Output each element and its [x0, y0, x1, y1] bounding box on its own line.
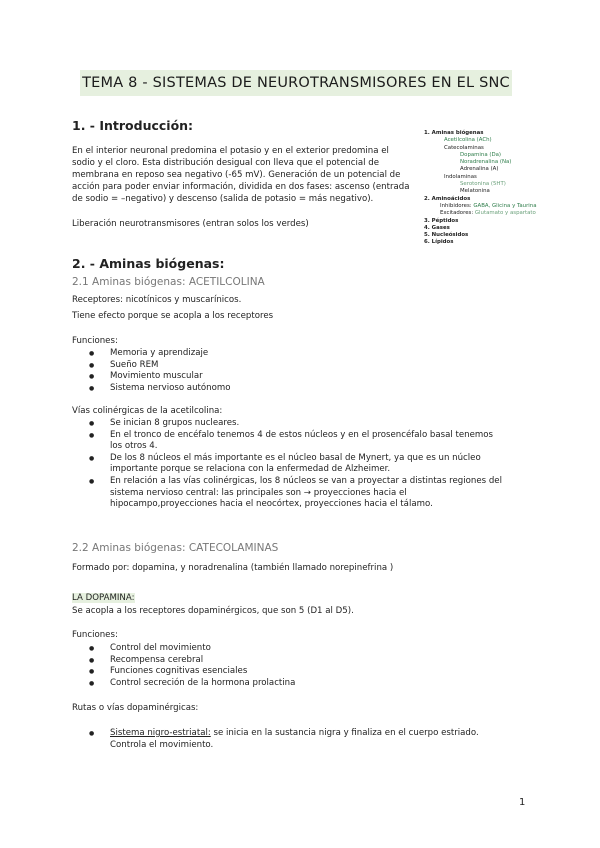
- intro-heading: 1. - Introducción:: [72, 118, 194, 133]
- dopamina-desc: Se acopla a los receptores dopaminérgicos, que son 5 (D1 al D5).: [72, 606, 354, 616]
- dopamina-title: LA DOPAMINA:: [72, 593, 135, 603]
- funciones2-label: Funciones:: [72, 630, 118, 640]
- list-item: ● Control secreción de la hormona prolactina: [89, 678, 409, 690]
- release-note: Liberación neurotransmisores (entran solos los verdes): [72, 219, 309, 229]
- funciones-list: [89, 348, 389, 394]
- receptores-text: Receptores: nicotínicos y muscarínicos.: [72, 295, 242, 305]
- toc-excitadores-value: Glutamato y aspartato: [474, 210, 536, 217]
- list-item: ● Control del movimiento: [89, 643, 409, 655]
- toc-inhibidores-label: Inhibidores:: [440, 202, 472, 209]
- rutas-label: Rutas o vías dopaminérgicas:: [72, 703, 199, 713]
- list-item: ● Funciones cognitivas esenciales: [89, 666, 409, 678]
- toc-aminas: 1. Aminas biógenas: [424, 130, 484, 136]
- toc-aminoacidos: 2. Aminoácidos: [424, 195, 471, 202]
- toc-dopamina: Dopamina (Da): [460, 151, 502, 158]
- list-item: ● De los 8 núcleos el más importante es el núcleo basal de Mynert, ya que es un núcleo importante porque se relaciona con la enfermedad de Alzheimer.: [89, 453, 504, 476]
- catecolaminas-subheading: 2.2 Aminas biógenas: CATECOLAMINAS: [72, 542, 279, 554]
- funciones-label: Funciones:: [72, 336, 118, 346]
- list-item: [89, 728, 504, 751]
- toc-noradrenalina: Noradrenalina (Na): [460, 159, 512, 166]
- toc-excitadores-label: Excitadores:: [440, 210, 474, 217]
- document-title: TEMA 8 - SISTEMAS DE NEUROTRANSMISORES EN EL SNC: [80, 70, 512, 96]
- toc-peptidos: 3. Péptidos: [424, 217, 459, 224]
- toc-lipidos: 6. Lípidos: [424, 239, 454, 246]
- toc-gases: 4. Gases: [424, 224, 450, 231]
- toc-catecolaminas: Catecolaminas: [444, 144, 484, 151]
- page-number: 1: [519, 797, 526, 808]
- efecto-text: Tiene efecto porque se acopla a los receptores: [72, 311, 274, 321]
- list-item: ● Se inician 8 grupos nucleares.: [89, 418, 504, 430]
- list-item: ● Memoria y aprendizaje: [89, 348, 389, 360]
- list-item: ● Movimiento muscular: [89, 371, 389, 383]
- intro-paragraph: En el interior neuronal predomina el potasio y en el exterior predomina el sodio y el cloro. Esta distribución desigual con lleva que el potencial de membrana en reposo sea negativo (-65 mV). Generación de un potencial de acción para poder enviar información, dividida en dos fases: ascenso (entrada de sodio = –negativo) y descenso (salida de potasio = más negativo).: [72, 146, 410, 204]
- aminas-heading: 2. - Aminas biógenas:: [72, 256, 225, 271]
- ruta1-desc: se inicia en la sustancia nigra y finaliza en el cuerpo estriado. Controla el movimiento.: [110, 728, 479, 750]
- toc-inhibidores-value: GABA, Glicina y Taurina: [473, 202, 537, 209]
- vias-label: Vías colinérgicas de la acetilcolina:: [72, 406, 223, 416]
- toc-melatonina: Melatonina: [460, 188, 490, 195]
- funciones2-list: [89, 643, 409, 689]
- toc-nucleosidos: 5. Nucleósidos: [424, 232, 469, 239]
- list-item: ● Sueño REM: [89, 360, 389, 372]
- toc-acetilcolina: Acetilcolina (ACh): [444, 137, 492, 144]
- list-item: ● En el tronco de encéfalo tenemos 4 de estos núcleos y en el prosencéfalo basal tenemos los otros 4.: [89, 430, 504, 453]
- formado-text: Formado por: dopamina, y noradrenalina (también llamado norepinefrina ): [72, 563, 394, 573]
- list-item: ● En relación a las vías colinérgicas, los 8 núcleos se van a proyectar a distintas regiones del sistema nervioso central: las principales son → proyecciones hacia el hipocampo,proyecciones hacia el neocórtex, proyecciones hacia el tálamo.: [89, 476, 504, 511]
- toc-serotonina: Serotonina (5HT): [460, 181, 506, 188]
- toc-adrenalina: Adrenalina (A): [460, 166, 499, 173]
- list-item: ● Sistema nervioso autónomo: [89, 383, 389, 395]
- acetilcolina-subheading: 2.1 Aminas biógenas: ACETILCOLINA: [72, 276, 265, 288]
- ruta1-name: Sistema nigro-estriatal:: [110, 728, 211, 738]
- vias-list: [89, 418, 504, 511]
- rutas-list: [89, 728, 504, 751]
- toc-indolaminas: Indolaminas: [444, 173, 477, 180]
- neurotransmitter-classification-figure: [424, 130, 537, 247]
- list-item: ● Recompensa cerebral: [89, 655, 409, 667]
